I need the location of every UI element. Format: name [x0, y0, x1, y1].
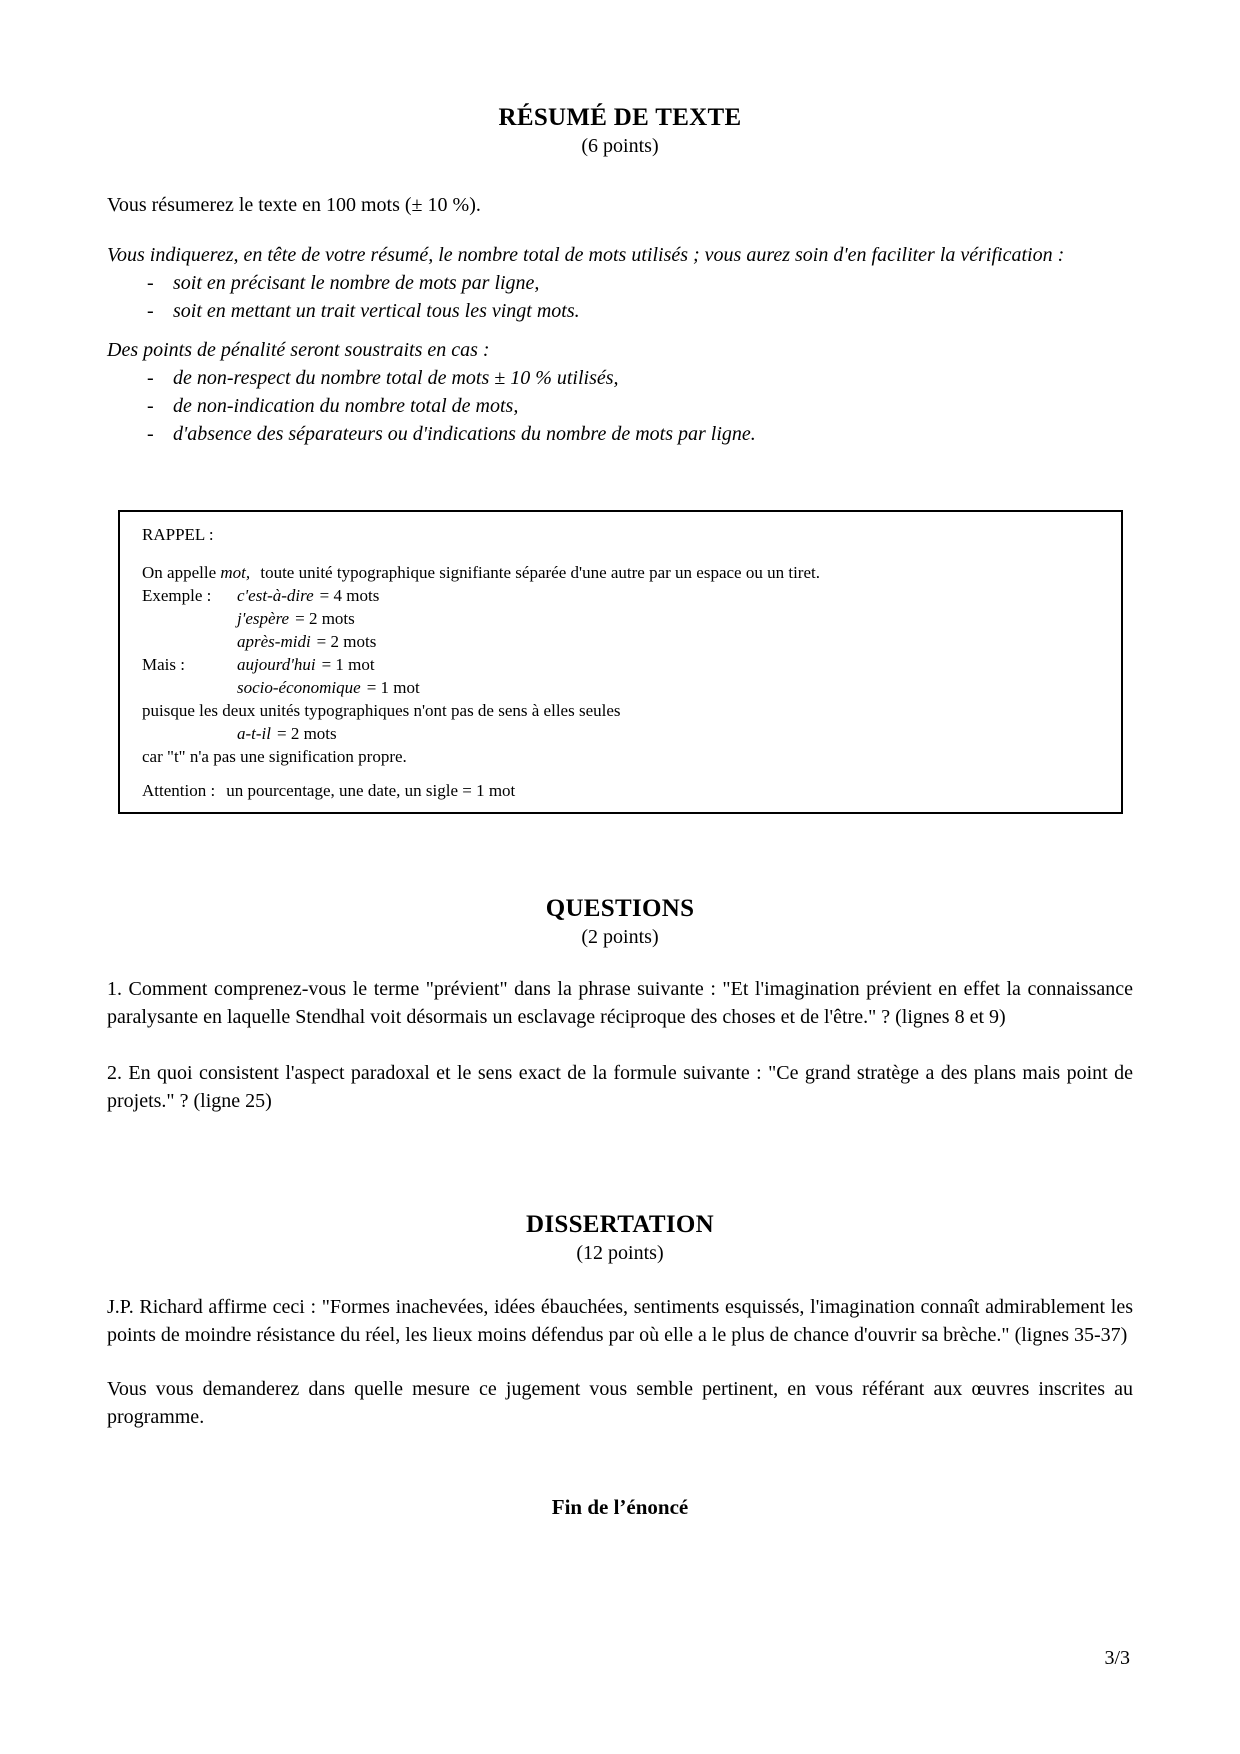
dissertation-task: Vous vous demanderez dans quelle mesure ce jugement vous semble pertinent, en vous référant aux œuvres inscrites au programme. [107, 1378, 1133, 1428]
list-item [147, 269, 1133, 297]
dash-bullet: - [147, 300, 154, 322]
rappel-row-term: a-t-il [237, 724, 271, 743]
attention-label: Attention : [142, 781, 216, 800]
rappel-row-term: après-midi [237, 632, 311, 651]
definition-prefix: On appelle [142, 563, 221, 582]
rappel-example-row [142, 676, 1101, 699]
list-item-text: soit en mettant un trait vertical tous les vingt mots. [173, 300, 580, 322]
resume-section-points: (6 points) [581, 135, 659, 157]
list-item [147, 297, 1133, 325]
rappel-example-row [142, 584, 1101, 607]
questions-section-title: QUESTIONS [545, 895, 695, 922]
dissertation-section-title: DISSERTATION [526, 1211, 714, 1238]
rappel-note-units: puisque les deux unités typographiques n'ont pas de sens à elles seules [142, 701, 621, 720]
resume-section-title: RÉSUMÉ DE TEXTE [498, 104, 742, 131]
rappel-row-count: = 4 mots [319, 586, 380, 605]
dissertation-section-points: (12 points) [576, 1242, 664, 1264]
questions-section-points: (2 points) [581, 926, 659, 948]
dash-bullet: - [147, 395, 154, 417]
dissertation-quote: J.P. Richard affirme ceci : "Formes inachevées, idées ébauchées, sentiments esquissés, l'imagination connaît admirablement les points de moindre résistance du réel, les lieux moins défendus par où elle a le plus de chance d'ouvrir sa brèche." (lignes 35-37) [107, 1296, 1133, 1346]
resume-intro-paragraph: Vous résumerez le texte en 100 mots (± 10 %). [107, 194, 481, 216]
rappel-row-count: = 2 mots [295, 609, 355, 628]
penalty-intro-paragraph: Des points de pénalité seront soustraits en cas : [107, 339, 490, 361]
question-2: 2. En quoi consistent l'aspect paradoxal et le sens exact de la formule suivante : "Ce grand stratège a des plans mais point de projets." ? (ligne 25) [107, 1062, 1133, 1112]
attention-text: un pourcentage, une date, un sigle = 1 mot [226, 781, 516, 800]
rappel-example-row [142, 653, 1101, 676]
rappel-row-count: = 1 mot [366, 678, 420, 697]
rappel-row-count: = 1 mot [321, 655, 375, 674]
list-item-text: d'absence des séparateurs ou d'indications du nombre de mots par ligne. [173, 423, 756, 445]
resume-instruction-paragraph: Vous indiquerez, en tête de votre résumé, le nombre total de mots utilisés ; vous aurez soin d'en faciliter la vérification : [107, 244, 1065, 266]
page-number: 3/3 [1104, 1647, 1130, 1669]
list-item-text: de non-indication du nombre total de mots, [173, 395, 519, 417]
rappel-title: RAPPEL : [142, 525, 214, 544]
instruction-list [107, 269, 1133, 325]
list-item [147, 392, 1133, 420]
rappel-example-row [142, 607, 1101, 630]
rappel-row-label: Exemple : [142, 586, 212, 605]
definition-term: mot, [220, 563, 251, 582]
penalty-list [107, 364, 1133, 448]
rappel-row-term: j'espère [237, 609, 290, 628]
list-item [147, 364, 1133, 392]
rappel-row-term: socio-économique [237, 678, 361, 697]
rappel-row-label [142, 630, 237, 653]
dash-bullet: - [147, 272, 154, 294]
dash-bullet: - [147, 367, 154, 389]
rappel-definition [142, 561, 1101, 584]
end-of-statement-label: Fin de l’énoncé [551, 1495, 689, 1519]
rappel-example-row [142, 630, 1101, 653]
list-item [147, 420, 1133, 448]
rappel-row-label [142, 676, 237, 699]
list-item-text: de non-respect du nombre total de mots ± 10 % utilisés, [173, 367, 619, 389]
dash-bullet: - [147, 423, 154, 445]
rappel-row-term: aujourd'hui [237, 655, 316, 674]
rappel-row-count: = 2 mots [277, 724, 337, 743]
rappel-row-count: = 2 mots [316, 632, 377, 651]
rappel-note-t: car "t" n'a pas une signification propre. [142, 747, 407, 766]
list-item-text: soit en précisant le nombre de mots par ligne, [173, 272, 540, 294]
rappel-box [118, 510, 1123, 814]
rappel-example-row [142, 722, 1101, 745]
rappel-row-label [142, 722, 237, 745]
question-1: 1. Comment comprenez-vous le terme "prévient" dans la phrase suivante : "Et l'imagination prévient en effet la connaissance paralysante en laquelle Stendhal voit désormais un esclavage réciproque des choses et de l'être." ? (lignes 8 et 9) [107, 978, 1133, 1028]
rappel-row-term: c'est-à-dire [237, 586, 314, 605]
rappel-attention-row [142, 779, 1101, 802]
definition-suffix: toute unité typographique signifiante séparée d'une autre par un espace ou un tiret. [256, 563, 820, 582]
rappel-row-label: Mais : [142, 655, 185, 674]
rappel-row-label [142, 607, 237, 630]
